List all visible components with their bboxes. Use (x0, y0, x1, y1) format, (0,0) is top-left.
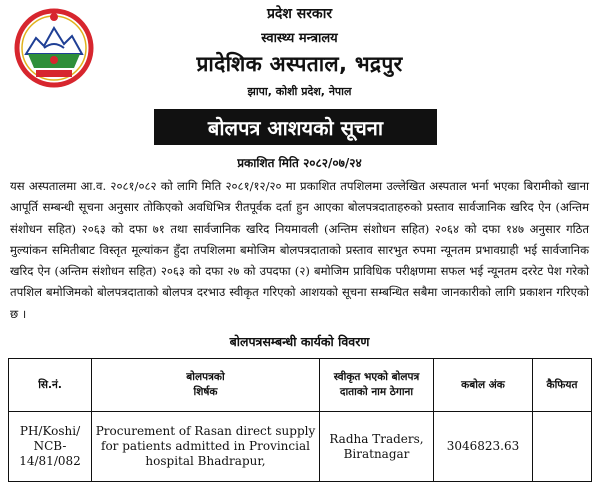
header-bid-subject-line2: शिर्षक (193, 386, 218, 398)
header-line-ministry: स्वास्थ्य मन्त्रालय (261, 31, 338, 46)
table-header-row (9, 359, 592, 412)
bidder-name: Radha Traders, (329, 431, 424, 446)
hospital-name-title: प्रादेशिक अस्पताल, भद्रपुर (196, 52, 403, 76)
table-title: बोलपत्रसम्बन्धी कार्यको विवरण (229, 334, 370, 349)
hospital-address: झापा, कोशी प्रदेश, नेपाल (247, 85, 352, 98)
header-bid-amount: कबोल अंक (434, 359, 533, 412)
published-date: प्रकाशित मिति २०८२/०७/२४ (237, 156, 362, 170)
cell-bid-amount: 3046823.63 (434, 412, 533, 482)
cell-remarks (533, 412, 592, 482)
cell-approved-bidder (320, 412, 434, 482)
header-approved-bidder (320, 359, 434, 412)
cell-bid-subject: Procurement of Rasan direct supply for patients admitted in Provincial hospital Bhadrapur, (92, 412, 320, 482)
header-serial-number: सि.नं. (9, 359, 92, 412)
notice-body-paragraph: यस अस्पतालमा आ.व. २०८१/०८२ को लागि मिति २०८१/१२/२० मा प्रकाशित तपशिलमा उल्लेखित अस्पताल भर्ना भएका बिरामीको खाना आपूर्ति सम्बन्धी सूचना अनुसार तोकिएको अवधिभित्र रीतपूर्वक दर्ता हुन आएका बोलपत्रदाताहरुको प्रस्ताव सार्वजानिक खरिद ऐन (अन्तिम संशोधन सहित) २०६३ को दफा ७१ तथा सार्वजानिक खरिद नियमावली (अन्तिम संशोधन सहित) २०६४ को दफा १४७ अनुसार गठित मुल्यांकन समितीबाट विस्तृत मूल्यांकन हुँदा तपशिलमा बमोजिम बोलपत्रदाताको प्रस्ताव सारभुत रुपमा न्यूनतम प्रभावग्राही भई सार्वजानिक खरिद ऐन (अन्तिम संशोधन सहित) २०६३ को दफा २७ को उपदफा (२) बमोजिम प्राविधिक परीक्षणमा सफल भई न्यूनतम दररेट पेश गरेको तपशिल बमोजिमको बोलपत्रदाताको बोलपत्र दरभाउ स्वीकृत गरिएको आशयको सूचना सम्बन्धित सबैमा जानकारीको लागि प्रकाशन गरिएको छ । (10, 179, 589, 321)
bid-details-table (8, 358, 592, 482)
header-approved-bidder-line1: स्वीकृत भएको बोलपत्र (333, 371, 420, 383)
header-bid-subject (92, 359, 320, 412)
notice-heading-banner: बोलपत्र आशयको सूचना (154, 109, 437, 145)
header-line-government: प्रदेश सरकार (266, 6, 333, 22)
bidder-address: Biratnagar (343, 446, 410, 461)
header-approved-bidder-line2: दाताको नाम ठेगाना (339, 386, 414, 398)
header-remarks: कैफियत (533, 359, 592, 412)
table-row (9, 412, 592, 482)
cell-serial-number: PH/Koshi/ NCB-14/81/082 (9, 412, 92, 482)
header-bid-subject-line1: बोलपत्रको (186, 371, 225, 383)
